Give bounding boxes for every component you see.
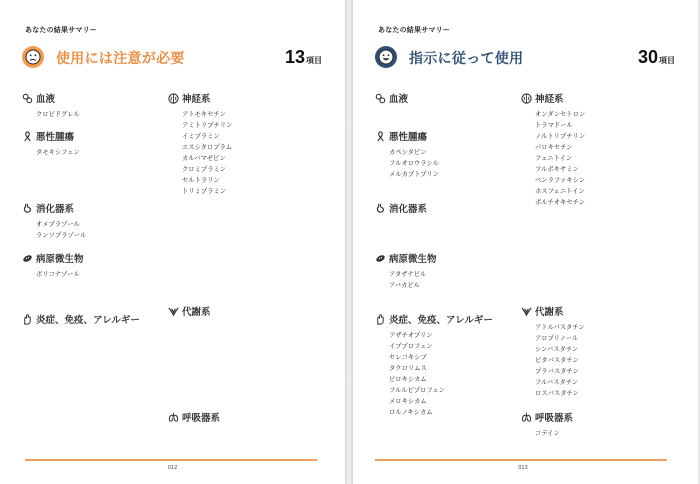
- drug-item: アタザナビル: [389, 271, 427, 278]
- drug-item: ロスバスタチン: [535, 390, 579, 397]
- section-cancer: [22, 130, 172, 158]
- section-title: 神経系: [535, 94, 564, 105]
- category-title: 指示に従って使用: [409, 51, 524, 67]
- drug-item: セルトラリン: [182, 177, 220, 184]
- drug-item: エスシタロプラム: [182, 144, 233, 151]
- drug-list: [389, 330, 525, 418]
- stomach-icon: [375, 203, 386, 214]
- section-title: 病原微生物: [36, 254, 84, 265]
- section-title: 代謝系: [182, 307, 211, 318]
- drug-item: ロルノキシカム: [389, 409, 433, 416]
- brain-icon: [521, 93, 532, 104]
- blood-icon: [375, 93, 386, 104]
- section-title: 病原微生物: [389, 254, 437, 265]
- smiley-face-icon: [375, 46, 397, 68]
- drug-list: [36, 147, 172, 158]
- drug-list: [36, 219, 172, 241]
- drug-item: ベンラファキシン: [535, 177, 586, 184]
- section-pathogen: [375, 252, 525, 291]
- drug-item: アバカビル: [389, 282, 420, 289]
- stomach-icon: [22, 203, 33, 214]
- drug-item: ランソプラゾール: [36, 232, 87, 239]
- section-title: 炎症、免疫、アレルギー: [36, 315, 140, 326]
- page-number: 012: [167, 465, 178, 471]
- section-metabolism: [521, 305, 671, 399]
- drug-item: イミプラミン: [182, 133, 220, 140]
- drug-item: メルカプトプリン: [389, 171, 439, 178]
- section-digestive: [22, 202, 172, 241]
- drug-item: フェニトイン: [535, 155, 573, 162]
- drug-list: [535, 322, 671, 399]
- section-title: 血液: [389, 94, 409, 105]
- drug-item: タクロリムス: [389, 365, 427, 372]
- section-respiratory: [521, 411, 671, 439]
- section-title: 呼吸器系: [535, 413, 574, 424]
- drug-item: クロミプラミン: [182, 166, 227, 173]
- drug-item: オンダンセトロン: [535, 111, 586, 118]
- drug-item: トラマドール: [535, 122, 573, 129]
- drug-list: [36, 269, 172, 280]
- section-title: 呼吸器系: [182, 413, 221, 424]
- drug-item: セレコキシブ: [389, 354, 427, 361]
- page-number: 013: [518, 465, 528, 471]
- item-count: 13項目: [284, 47, 322, 67]
- drug-item: トリミプラミン: [182, 188, 227, 195]
- book-gutter: [345, 0, 353, 484]
- microbe-icon: [22, 253, 33, 264]
- drug-item: ボルチオキセチン: [535, 199, 585, 206]
- drug-item: ボリコナゾール: [36, 271, 80, 278]
- drug-item: オメプラゾール: [36, 221, 80, 228]
- page-right: [353, 0, 698, 484]
- drug-item: アミトリプチリン: [182, 122, 233, 129]
- section-nervous: [521, 92, 671, 208]
- microbe-icon: [375, 253, 386, 264]
- section-title: 悪性腫瘍: [389, 132, 428, 143]
- section-title: 代謝系: [535, 307, 564, 318]
- drug-item: カペシタビン: [389, 149, 427, 156]
- drug-item: イブプロフェン: [389, 343, 433, 350]
- section-title: 消化器系: [36, 204, 75, 215]
- lungs-icon: [168, 412, 179, 423]
- drug-list: [182, 109, 318, 197]
- drug-list: [36, 109, 172, 120]
- section-title: 消化器系: [389, 204, 428, 215]
- drug-item: パロキセチン: [535, 144, 573, 151]
- summary-title: あなたの結果サマリー: [25, 26, 97, 34]
- drug-item: メロキシカム: [389, 398, 427, 405]
- drug-list: [389, 269, 525, 291]
- category-header: [375, 46, 675, 74]
- drug-item: タモキシフェン: [36, 149, 80, 156]
- drug-item: フルバスタチン: [535, 379, 579, 386]
- brain-icon: [168, 93, 179, 104]
- section-nervous: [168, 92, 318, 197]
- drug-item: フルボキサミン: [535, 166, 579, 173]
- section-blood: [375, 92, 525, 109]
- category-header: [22, 46, 322, 74]
- drug-item: フルルビプロフェン: [389, 387, 445, 394]
- metabolism-icon: [168, 306, 179, 317]
- drug-item: クロピドグレル: [36, 111, 80, 118]
- category-title: 使用には注意が必要: [56, 51, 185, 67]
- drug-item: ノルトリプチリン: [535, 133, 586, 140]
- allergy-icon: [375, 314, 386, 325]
- section-pathogen: [22, 252, 172, 280]
- ribbon-icon: [22, 131, 33, 142]
- sad-face-icon: [22, 46, 44, 68]
- section-metabolism: [168, 305, 318, 322]
- blood-icon: [22, 93, 33, 104]
- metabolism-icon: [521, 306, 532, 317]
- drug-item: プラバスタチン: [535, 368, 579, 375]
- drug-item: カルバマゼピン: [182, 155, 226, 162]
- item-count: 30項目: [637, 47, 675, 67]
- section-inflammation: [375, 313, 525, 418]
- drug-item: シンバスタチン: [535, 346, 579, 353]
- drug-list: [389, 147, 525, 180]
- section-title: 炎症、免疫、アレルギー: [389, 315, 493, 326]
- drug-item: フルオロウラシル: [389, 160, 439, 167]
- drug-item: アトモキセチン: [182, 111, 226, 118]
- footer-rule: [25, 459, 317, 461]
- section-title: 神経系: [182, 94, 211, 105]
- drug-item: ピロキシカム: [389, 376, 427, 383]
- page-left: [0, 0, 345, 484]
- lungs-icon: [521, 412, 532, 423]
- section-respiratory: [168, 411, 318, 428]
- footer-rule: [375, 459, 667, 461]
- allergy-icon: [22, 314, 33, 325]
- drug-item: アロプリノール: [535, 335, 579, 342]
- drug-list: [535, 428, 671, 439]
- section-inflammation: [22, 313, 172, 330]
- drug-item: アトルバスタチン: [535, 324, 585, 331]
- summary-title: あなたの結果サマリー: [378, 26, 450, 34]
- drug-item: ピタバスタチン: [535, 357, 579, 364]
- section-title: 悪性腫瘍: [36, 132, 75, 143]
- drug-item: アザチオプリン: [389, 332, 433, 339]
- drug-item: ホスフェニトイン: [535, 188, 585, 195]
- section-digestive: [375, 202, 525, 219]
- section-title: 血液: [36, 94, 56, 105]
- drug-list: [535, 109, 671, 208]
- section-cancer: [375, 130, 525, 180]
- ribbon-icon: [375, 131, 386, 142]
- section-blood: [22, 92, 172, 120]
- drug-item: コデイン: [535, 430, 560, 437]
